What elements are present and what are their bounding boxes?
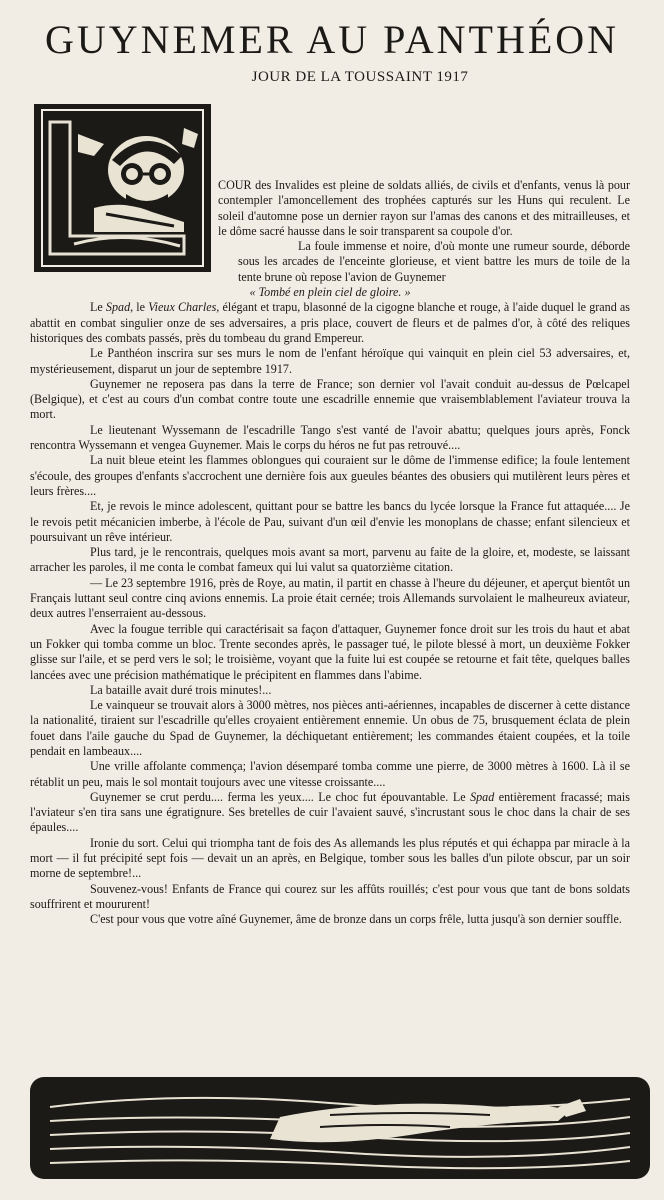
paragraph-1-text: des Invalides est pleine de soldats alliés, de civils et d'enfants, venus là pour contempler l'amoncellement des trophées capturés sur les Huns qui reculent. Le soleil d'automne pose un dernier rayon sur l'amas des canons et des mitrailleuses, et le dôme sacré hausse dans le soir transparent sa coupole d'or. [218, 178, 630, 238]
paragraph-14: Une vrille affolante commença; l'avion désemparé tomba comme une pierre, de 3000 mètres à 1600. Là il se rétablit un peu, mais le sol montait toujours avec une vitesse croissante.... [30, 759, 630, 789]
paragraph-3 [30, 300, 630, 346]
paragraph-9: Plus tard, je le rencontrais, quelques mois avant sa mort, parvenu au faite de la gloire, et, modeste, se laissant arracher les paroles, il me conta le combat fameux qui lui valut sa quatorzième citation. [30, 545, 630, 575]
page-subtitle: JOUR DE LA TOUSSAINT 1917 [251, 69, 469, 85]
article-body [30, 178, 630, 928]
paragraph-16: Ironie du sort. Celui qui triompha tant de fois des As allemands les plus réputés et qui échappa par miracle à la mort — il fut précipité sept fois — devait un an après, en Belgique, tomber sous les balles d'un pilote obscur, par un soir morne de septembre!... [30, 835, 630, 881]
paragraph-11: Avec la fougue terrible qui caractérisait sa façon d'attaquer, Guynemer fonce droit sur les trois du haut et abat un Fokker qui tomba comme un bloc. Trente secondes après, le passager tué, le pilote blessé à mort, un deuxième Fokker glisse sur l'aile, et se perd vers le sol; le troisième, voyant que la fuite lui est coupée se retourne et fait tête, quelques balles lancées avec une précision mathématique le précipitent en flammes dans l'abime. [30, 621, 630, 682]
paragraph-4: Le Panthéon inscrira sur ses murs le nom de l'enfant héroïque qui vainquit en plein ciel 53 adversaires, et, mystérieusement, disparut un jour de septembre 1917. [30, 346, 630, 376]
page-title: GUYNEMER AU PANTHÉON [44, 17, 620, 62]
paragraph-8: Et, je revois le mince adolescent, quittant pour se battre les bancs du lycée lorsque la France fut attaquée.... Je le revois petit mécanicien imberbe, à l'école de Pau, suivant d'un œil d'envie les monoplans de chasse; enfant silencieux et poursuivant un rêve intérieur. [30, 499, 630, 544]
spad-name-2: Spad [470, 789, 495, 804]
vieux-charles-name: Vieux Charles [148, 300, 217, 315]
paragraph-15-text-b: entièrement fracassé; mais l'aviateur s'en tira sans une égratignure. Ses bretelles de cuir l'avaient sauvé, s'incrustant sous le choc dans la chair de ses épaules.... [30, 789, 630, 835]
paragraph-15-text-a: Guynemer se crut perdu.... ferma les yeux.... Le choc fut épouvantable. Le [90, 789, 471, 804]
paragraph-17: Souvenez-vous! Enfants de France qui courez sur les affûts rouillés; c'est pour vous que tant de bons soldats souffrirent et moururent! [30, 881, 630, 911]
paragraph-1-opening-word: COUR [218, 178, 252, 192]
paragraph-3-text-c: , élégant et trapu, blasonné de la cigogne blanche et rouge, à l'aide duquel le grand as abattit en combat singulier onze de ses adversaires, a pris place, couvert de fleurs et de palmes d'or, à côté des reliques historiques des combats passés, près du tombeau du grand Empereur. [30, 300, 630, 345]
paragraph-5: Guynemer ne reposera pas dans la terre de France; son dernier vol l'avait conduit au-dessus de Pœlcapel (Belgique), et c'est au cours d'un combat contre toute une escadrille ennemie que vraisemblablement l'aviateur trouva la mort. [30, 376, 630, 422]
paragraph-13: Le vainqueur se trouvait alors à 3000 mètres, nos pièces anti-aériennes, incapables de discerner à cette distance la nationalité, tiraient sur l'escadrille qu'elles croyaient entièrement ennemie. Un obus de 75, brusquement éclata de plein fouet dans l'aile gauche du Spad de Guynemer, la déchiquetant entièrement; les commandes étaient coupées, et la toile pendait en lambeaux.... [30, 698, 630, 758]
paragraph-15 [30, 790, 630, 836]
paragraph-3-text-a: Le [90, 300, 106, 315]
paragraph-2: La foule immense et noire, d'où monte une rumeur sourde, déborde sous les arcades de l'enceinte glorieuse, et vient battre les murs de toile de la tente brune où repose l'avion de Guynemer [238, 239, 630, 284]
paragraph-18: C'est pour vous que votre aîné Guynemer, âme de bronze dans un corps frêle, lutta jusqu'à son dernier souffle. [90, 912, 622, 927]
tailpiece-woodcut-illustration [30, 1077, 650, 1179]
paragraph-3-text-b: , le [130, 300, 149, 315]
paragraph-12: La bataille avait duré trois minutes!... [90, 682, 272, 697]
paragraph-7: La nuit bleue eteint les flammes oblongues qui couraient sur le dôme de l'immense edifice; la foule lentement s'écoule, des groupes d'enfants s'accrochent une dernière fois aux gueules béantes des obusiers qui mutilèrent leurs pères et leurs frères.... [30, 453, 630, 498]
paragraph-10: — Le 23 septembre 1916, près de Roye, au matin, il partit en chasse à l'heure du déjeuner, et aperçut bientôt un Français luttant seul contre cinq avions ennemis. La proie était cernée; trois Allemands survolaient le malheureux aviateur, deux autres l'enserraient au-dessous. [30, 575, 630, 621]
paragraph-6: Le lieutenant Wyssemann de l'escadrille Tango s'est vanté de l'avoir abattu; quelques jours après, Fonck rencontra Wyssemann et vengea Guynemer. Mais le corps du héros ne fut pas retrouvé.... [30, 422, 630, 453]
paragraph-1 [218, 178, 630, 239]
epitaph-quote: « Tombé en plein ciel de gloire. » [249, 285, 411, 300]
spad-name: Spad [105, 300, 131, 315]
